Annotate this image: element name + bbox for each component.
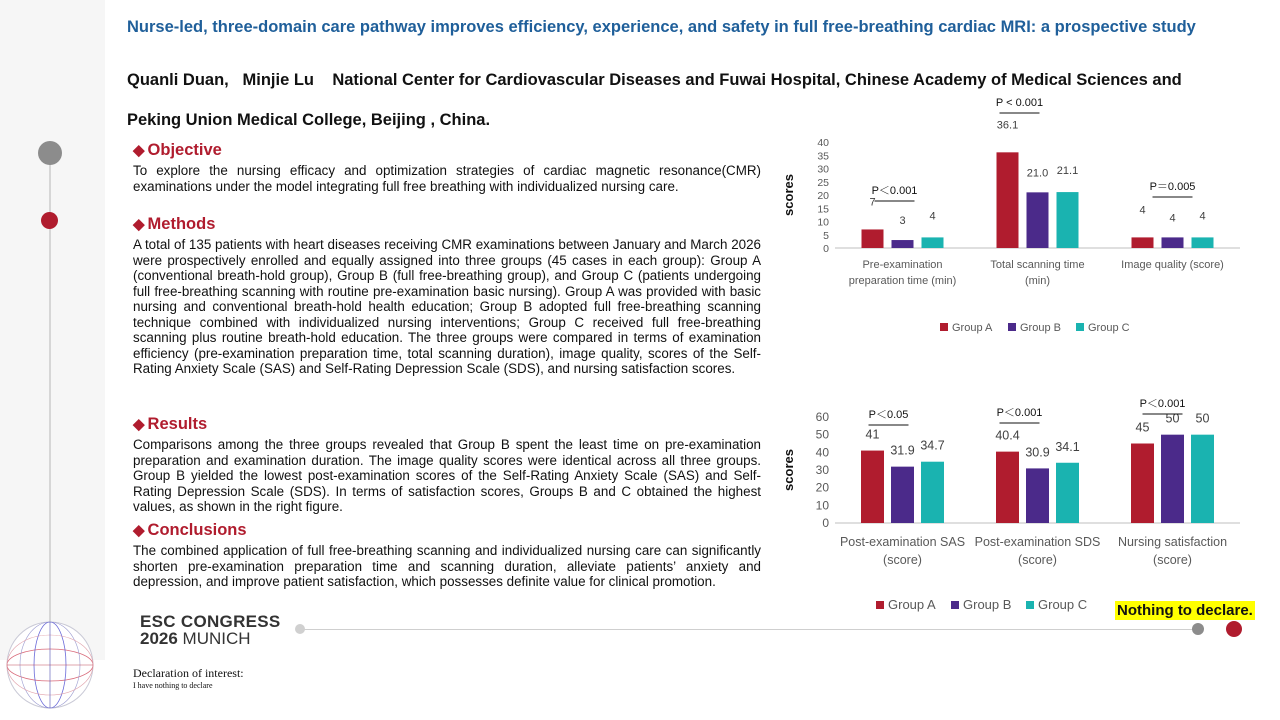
bar-value-label: 30.9	[1025, 445, 1050, 460]
results-heading: Results	[147, 415, 208, 433]
bar-value-label: 50	[1195, 411, 1210, 426]
x-category-label: (min)	[1024, 275, 1051, 287]
p-value-annotation: P < 0.001	[995, 97, 1044, 109]
diamond-icon: ◆	[133, 216, 145, 233]
bar-group-b	[892, 240, 914, 248]
chart-psychology-satisfaction	[775, 390, 1245, 620]
legend-label: Group C	[1088, 322, 1130, 334]
y-tick-label: 20	[815, 480, 829, 495]
conclusions-heading: Conclusions	[147, 521, 247, 539]
y-tick-label: 0	[822, 516, 829, 530]
authors-line-2: Peking Union Medical College, Beijing , China.	[127, 111, 491, 129]
methods-heading: Methods	[147, 215, 216, 233]
p-value-annotation: P＜0.05	[868, 409, 909, 421]
bar-group-a	[861, 451, 884, 523]
bar-group-c	[1057, 192, 1079, 248]
logo-year: 2026	[140, 629, 178, 648]
bar-value-label: 45	[1135, 420, 1150, 435]
esc-congress-logo	[140, 613, 281, 647]
chart-efficiency	[775, 90, 1245, 340]
x-category-label: (score)	[1018, 553, 1057, 567]
bar-value-label: 34.7	[920, 438, 945, 453]
y-tick-label: 0	[823, 243, 829, 255]
x-category-label: Total scanning time	[990, 259, 1085, 271]
legend-label: Group A	[952, 322, 993, 334]
y-tick-label: 5	[823, 229, 829, 242]
legend-swatch	[951, 601, 959, 609]
legend-swatch	[1008, 323, 1016, 331]
diamond-icon: ◆	[133, 522, 145, 539]
legend-label: Group A	[888, 597, 936, 612]
bar-group-a	[862, 229, 884, 248]
methods-body: A total of 135 patients with heart diseases receiving CMR examinations between January and March 2026 were prospectively enrolled and equally assigned into three groups (45 cases in each group): Group A (conventional breath-hold group), Group B (full free-breathing group), and Group C (patients undergoing full free-breathing scanning with routine pre-examination basic nursing). Group A was provided with basic nursing and conventional breath-hold health education; Group B adopted full free-breathing scanning technique combined with individualized nursing interventions; Group C received full free-breathing scanning plus routine breath-hold education. The three groups were compared in terms of examination efficiency (pre-examination preparation time, total scanning duration), image quality, scores of the Self-Rating Anxiety Scale (SAS) and Self-Rating Depression Scale (SDS), and nursing satisfaction scores.	[133, 237, 761, 376]
legend-swatch	[1026, 601, 1034, 609]
conclusions-body: The combined application of full free-breathing scanning and individualized nursing care can significantly shorten pre-examination preparation time and scanning duration, alleviate patients’ anxiety and depression, and improve patient satisfaction, which possesses definite value for clinical promotion.	[133, 543, 761, 589]
results-section	[133, 414, 761, 515]
bar-value-label: 3	[899, 215, 906, 228]
objective-section	[133, 140, 761, 194]
bottom-divider	[300, 629, 1200, 630]
y-tick-label: 60	[815, 410, 829, 424]
y-tick-label: 30	[815, 463, 829, 477]
bar-value-label: 21.0	[1026, 167, 1049, 180]
y-axis-title: scores	[781, 174, 796, 216]
y-tick-label: 25	[817, 176, 829, 189]
conclusions-section	[133, 520, 761, 590]
bar-group-b	[1161, 435, 1184, 523]
bar-value-label: 34.1	[1055, 439, 1080, 454]
objective-body: To explore the nursing efficacy and optimization strategies of cardiac magnetic resonance(CMR) examinations under the model integrating full free breathing with individualized nursing care.	[133, 163, 761, 194]
bar-group-b	[891, 467, 914, 523]
objective-heading: Objective	[147, 141, 222, 159]
logo-city: MUNICH	[177, 629, 251, 648]
rail-line	[49, 160, 51, 630]
authors-line-1: Quanli Duan, Minjie Lu National Center for Cardiovascular Diseases and Fuwai Hospital, Chinese Academy of Medical Sciences and	[127, 71, 1182, 89]
legend-label: Group C	[1038, 597, 1088, 612]
bar-value-label: 4	[929, 210, 936, 223]
bar-value-label: 21.1	[1056, 165, 1079, 178]
x-category-label: (score)	[883, 553, 922, 567]
nothing-to-declare-badge: Nothing to declare.	[1117, 602, 1253, 619]
methods-section	[133, 214, 761, 377]
divider-dot-red	[1226, 621, 1242, 637]
bar-group-a	[996, 452, 1019, 523]
rail-dot-grey	[38, 141, 62, 165]
y-tick-label: 50	[815, 427, 829, 442]
left-rail	[0, 0, 105, 660]
legend-swatch	[1076, 323, 1084, 331]
bar-value-label: 31.9	[890, 443, 915, 458]
results-body: Comparisons among the three groups revealed that Group B spent the least time on pre-examination preparation and examination duration. The image quality scores were identical across all three groups. Group B yielded the lowest post-examination scores of the Self-Rating Anxiety Scale (SAS) and Self-Rating Depression Scale (SDS). In terms of satisfaction scores, Groups B and C obtained the highest values, as shown in the right figure.	[133, 437, 761, 514]
x-category-label: Post-examination SDS	[974, 535, 1101, 549]
y-tick-label: 15	[817, 203, 829, 216]
diamond-icon: ◆	[133, 416, 145, 433]
bar-value-label: 4	[1139, 204, 1146, 217]
x-category-label: Nursing satisfaction	[1117, 535, 1228, 549]
bar-group-c	[922, 237, 944, 248]
p-value-annotation: P＜0.001	[871, 185, 918, 197]
legend-label: Group B	[1020, 322, 1061, 334]
bar-value-label: 4	[1169, 212, 1176, 225]
y-tick-label: 20	[817, 190, 829, 202]
legend-swatch	[940, 323, 948, 331]
legend-swatch	[876, 601, 884, 609]
bar-group-a	[1132, 237, 1154, 248]
p-value-annotation: P＝0.005	[1149, 181, 1196, 193]
bar-group-c	[921, 462, 944, 523]
y-tick-label: 40	[815, 445, 829, 460]
globe-decoration	[5, 620, 95, 710]
bar-value-label: 40.4	[995, 428, 1020, 443]
rail-dot-red	[41, 212, 58, 229]
x-category-label: Post-examination SAS	[839, 535, 966, 549]
x-category-label: (score)	[1153, 553, 1192, 567]
poster-title: Nurse-led, three-domain care pathway improves efficiency, experience, and safety in full free-breathing cardiac MRI: a prospective study	[127, 18, 1196, 36]
bar-group-a	[997, 152, 1019, 248]
y-axis-title: scores	[781, 449, 796, 491]
x-category-label: preparation time (min)	[848, 275, 957, 287]
bar-value-label: 50	[1165, 411, 1180, 426]
bar-value-label: 7	[869, 196, 876, 209]
declaration-body: I have nothing to declare	[133, 681, 213, 690]
y-tick-label: 10	[815, 498, 829, 513]
x-category-label: Pre-examination	[862, 259, 943, 271]
diamond-icon: ◆	[133, 142, 145, 159]
bar-group-b	[1026, 468, 1049, 523]
p-value-annotation: P＜0.001	[996, 407, 1043, 419]
bar-group-b	[1027, 192, 1049, 248]
logo-line-1: ESC CONGRESS	[140, 612, 281, 631]
divider-dot-grey	[1192, 623, 1204, 635]
bar-value-label: 4	[1199, 210, 1206, 223]
x-category-label: Image quality (score)	[1121, 259, 1224, 271]
y-tick-label: 30	[817, 163, 829, 176]
bar-value-label: 41	[865, 427, 880, 442]
bar-group-c	[1192, 237, 1214, 248]
bar-group-a	[1131, 444, 1154, 524]
bar-value-label: 36.1	[996, 119, 1019, 132]
bar-group-c	[1056, 463, 1079, 523]
y-tick-label: 40	[817, 137, 829, 149]
bar-group-c	[1191, 435, 1214, 523]
legend-label: Group B	[963, 597, 1012, 612]
declaration-title: Declaration of interest:	[133, 666, 244, 680]
divider-dot-light	[295, 624, 305, 634]
y-tick-label: 35	[817, 150, 829, 163]
p-value-annotation: P＜0.001	[1139, 398, 1186, 410]
y-tick-label: 10	[817, 216, 829, 229]
bar-group-b	[1162, 237, 1184, 248]
